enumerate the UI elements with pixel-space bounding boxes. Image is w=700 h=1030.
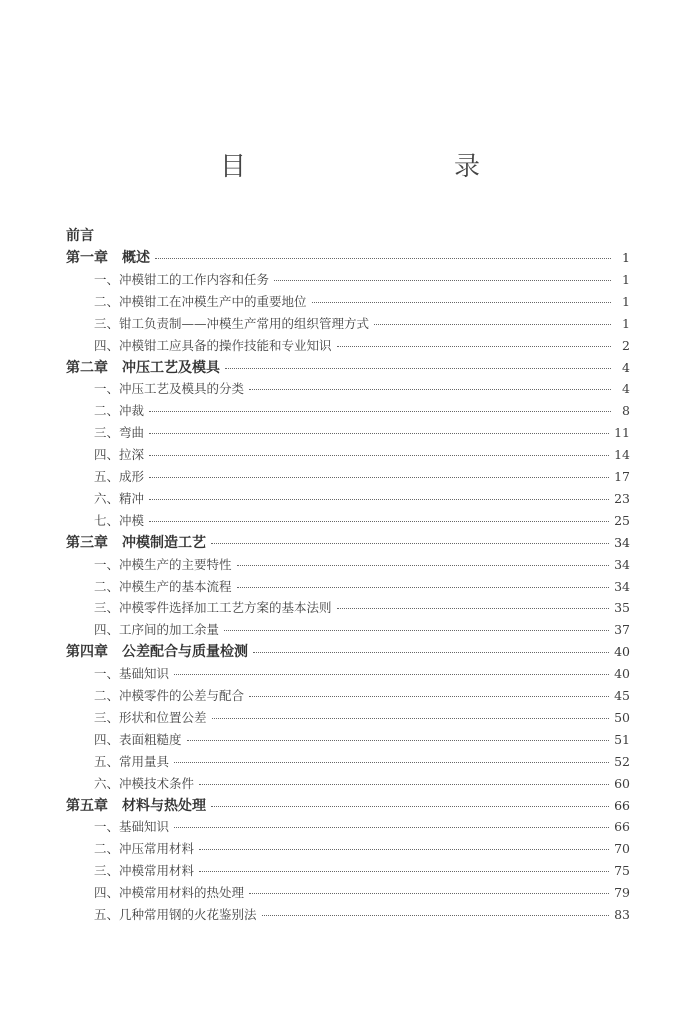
toc-title: 冲模零件的公差与配合	[119, 688, 245, 703]
toc-number: 二、	[94, 841, 120, 857]
toc-title: 冲模常用材料	[119, 863, 195, 879]
toc-title: 常用量具	[119, 753, 170, 769]
toc-title: 冲模制造工艺	[122, 534, 206, 551]
toc-title: 拉深	[119, 447, 145, 463]
toc-number: 第五章	[66, 797, 108, 814]
toc-number: 第二章	[66, 359, 108, 376]
toc-title: 形状和位置公差	[119, 709, 207, 725]
toc-number: 三、	[94, 315, 120, 331]
toc-number: 一、	[94, 556, 120, 572]
toc-section-row[interactable]	[94, 467, 630, 487]
toc-title: 冲裁	[119, 403, 145, 419]
toc-title: 钳工负责制——冲模生产常用的组织管理方式	[119, 315, 370, 331]
toc-leader-dots	[149, 520, 609, 522]
toc-page-number: 11	[614, 425, 630, 441]
toc-page-number: 60	[614, 775, 630, 791]
toc-page-number: 66	[614, 797, 630, 813]
toc-page-number: 75	[614, 863, 630, 879]
toc-page-number: 66	[614, 819, 630, 835]
toc-section-row[interactable]	[94, 336, 630, 356]
toc-section-row[interactable]	[94, 664, 630, 684]
toc-leader-dots	[249, 892, 609, 894]
toc-title: 冲压工艺及模具的分类	[119, 381, 245, 397]
toc-title: 公差配合与质量检测	[122, 644, 248, 661]
toc-section-row[interactable]	[94, 445, 630, 465]
toc-title: 冲模生产的主要特性	[119, 556, 232, 572]
page-title: 目 录	[219, 152, 532, 182]
toc-page-number: 79	[614, 885, 630, 901]
toc-title: 冲压工艺及模具	[122, 359, 220, 376]
toc-section-row[interactable]	[94, 577, 630, 597]
toc-leader-dots	[225, 367, 611, 369]
toc-number: 第一章	[66, 250, 108, 266]
toc-page-number: 23	[614, 490, 630, 506]
toc-leader-dots	[253, 651, 609, 653]
toc-title: 成形	[119, 469, 145, 484]
toc-section-row[interactable]	[94, 817, 630, 837]
toc-leader-dots	[149, 432, 609, 434]
toc-leader-dots	[187, 739, 610, 741]
toc-leader-dots	[174, 826, 609, 828]
toc-title: 冲模钳工应具备的操作技能和专业知识	[119, 337, 332, 353]
toc-leader-dots	[237, 564, 610, 566]
toc-chapter-row[interactable]	[66, 642, 630, 662]
toc-section-row[interactable]	[94, 379, 630, 399]
toc-page-number: 40	[614, 666, 630, 682]
toc-number: 一、	[94, 381, 120, 397]
toc-number: 二、	[94, 688, 120, 703]
toc-number: 三、	[94, 600, 120, 616]
toc-leader-dots	[199, 870, 609, 872]
toc-leader-dots	[211, 805, 609, 807]
toc-number: 三、	[94, 425, 120, 441]
toc-section-row[interactable]	[94, 686, 630, 706]
toc-section-row[interactable]	[94, 511, 630, 531]
toc-section-row[interactable]	[94, 598, 630, 618]
toc-leader-dots	[199, 848, 609, 850]
toc-section-row[interactable]	[94, 730, 630, 750]
toc-page-number: 1	[622, 271, 630, 287]
toc-section-row[interactable]	[94, 905, 630, 925]
toc-title: 表面粗糙度	[119, 731, 182, 747]
toc-page-number: 1	[622, 293, 630, 309]
toc-leader-dots	[337, 607, 610, 609]
toc-page-number: 17	[614, 469, 630, 484]
toc-title: 基础知识	[119, 819, 170, 835]
toc-page-number: 35	[614, 600, 630, 616]
toc-number: 一、	[94, 819, 120, 835]
toc-title: 冲模零件选择加工工艺方案的基本法则	[119, 600, 332, 616]
toc-leader-dots	[199, 783, 609, 785]
toc-number: 二、	[94, 578, 120, 594]
toc-page-number: 8	[622, 403, 630, 419]
toc-number: 四、	[94, 447, 120, 463]
toc-section-row[interactable]	[94, 708, 630, 728]
toc-section-row[interactable]	[94, 752, 630, 772]
toc-number: 三、	[94, 863, 120, 879]
toc-leader-dots	[149, 410, 611, 412]
toc-page-number: 4	[622, 381, 630, 397]
toc-title: 冲模钳工在冲模生产中的重要地位	[119, 293, 307, 309]
toc-section-row[interactable]	[94, 292, 630, 312]
toc-title: 工序间的加工余量	[119, 622, 220, 638]
toc-leader-dots	[211, 542, 609, 544]
toc-title: 概述	[122, 250, 150, 266]
toc-section-row[interactable]	[94, 620, 630, 640]
toc-section-row[interactable]	[94, 555, 630, 575]
toc-title: 冲模常用材料的热处理	[119, 885, 245, 901]
toc-page-number: 70	[614, 841, 630, 857]
toc-number: 第三章	[66, 534, 108, 551]
toc-title: 弯曲	[119, 425, 145, 441]
toc-leader-dots	[237, 586, 610, 588]
toc-leader-dots	[149, 454, 609, 456]
toc-number: 第四章	[66, 644, 108, 661]
toc-leader-dots	[262, 914, 610, 916]
toc-chapter-row[interactable]	[66, 796, 630, 816]
toc-page-number: 1	[622, 315, 630, 331]
toc-title: 材料与热处理	[122, 797, 206, 814]
toc-page-number: 83	[614, 907, 630, 922]
toc-section-row[interactable]	[94, 270, 630, 290]
toc-page-number: 2	[622, 337, 630, 353]
toc-number: 四、	[94, 885, 120, 901]
toc-leader-dots	[249, 695, 609, 697]
toc-title: 精冲	[119, 490, 145, 506]
toc-leader-dots	[337, 345, 611, 347]
toc-chapter-row[interactable]	[66, 533, 630, 553]
toc-title: 冲模	[119, 512, 145, 528]
toc-page-number: 50	[614, 709, 630, 725]
toc-leader-dots	[274, 279, 611, 281]
toc-leader-dots	[174, 761, 609, 763]
toc-page-number: 34	[614, 534, 630, 550]
toc-title: 冲模生产的基本流程	[119, 578, 232, 594]
toc-section-row[interactable]	[94, 883, 630, 903]
toc-leader-dots	[212, 717, 610, 719]
toc-page-number: 25	[614, 512, 630, 528]
toc-number: 二、	[94, 293, 120, 309]
toc-title: 基础知识	[119, 666, 170, 682]
toc-number: 四、	[94, 731, 120, 747]
toc-title: 几种常用钢的火花鉴别法	[119, 907, 257, 922]
toc-number: 三、	[94, 709, 120, 725]
toc-section-row[interactable]	[94, 774, 630, 794]
toc-title: 冲压常用材料	[119, 841, 195, 857]
toc-number: 四、	[94, 622, 120, 638]
toc-leader-dots	[249, 388, 611, 390]
toc-page-number: 1	[622, 250, 630, 265]
toc-page-number: 52	[614, 753, 630, 769]
toc-title: 冲模钳工的工作内容和任务	[119, 271, 270, 287]
toc-section-row[interactable]	[94, 489, 630, 509]
toc-page-number: 4	[622, 359, 630, 375]
toc-page-number: 34	[614, 556, 630, 572]
toc-number: 五、	[94, 469, 120, 484]
toc-page-number: 51	[614, 731, 630, 747]
toc-number: 七、	[94, 512, 120, 528]
toc-section-row[interactable]	[94, 839, 630, 859]
toc-page-number: 45	[614, 688, 630, 703]
toc-chapter-row[interactable]	[66, 358, 630, 378]
toc-number: 二、	[94, 403, 120, 419]
toc-leader-dots	[149, 498, 609, 500]
toc-leader-dots	[174, 673, 609, 675]
toc-number: 五、	[94, 753, 120, 769]
toc-section-row[interactable]	[94, 314, 630, 334]
toc-number: 四、	[94, 337, 120, 353]
toc-number: 六、	[94, 490, 120, 506]
toc-leader-dots	[155, 257, 611, 259]
toc-chapter-row[interactable]	[66, 248, 630, 268]
toc-number: 一、	[94, 666, 120, 682]
toc-number: 五、	[94, 907, 120, 922]
toc-section-row[interactable]	[94, 423, 630, 443]
toc-page-number: 40	[614, 644, 630, 660]
toc-leader-dots	[312, 301, 611, 303]
toc-title: 冲模技术条件	[119, 775, 195, 791]
toc-leader-dots	[374, 323, 611, 325]
toc-leader-dots	[224, 629, 609, 631]
toc-leader-dots	[149, 476, 609, 478]
toc-number: 六、	[94, 775, 120, 791]
toc-page-number: 37	[614, 622, 630, 638]
toc-section-row[interactable]	[94, 401, 630, 421]
toc-number: 一、	[94, 271, 120, 287]
toc-page-number: 14	[614, 447, 630, 463]
toc-preface-title: 前言	[66, 228, 94, 244]
toc-preface[interactable]	[66, 226, 94, 246]
toc-section-row[interactable]	[94, 861, 630, 881]
toc-page-number: 34	[614, 578, 630, 594]
